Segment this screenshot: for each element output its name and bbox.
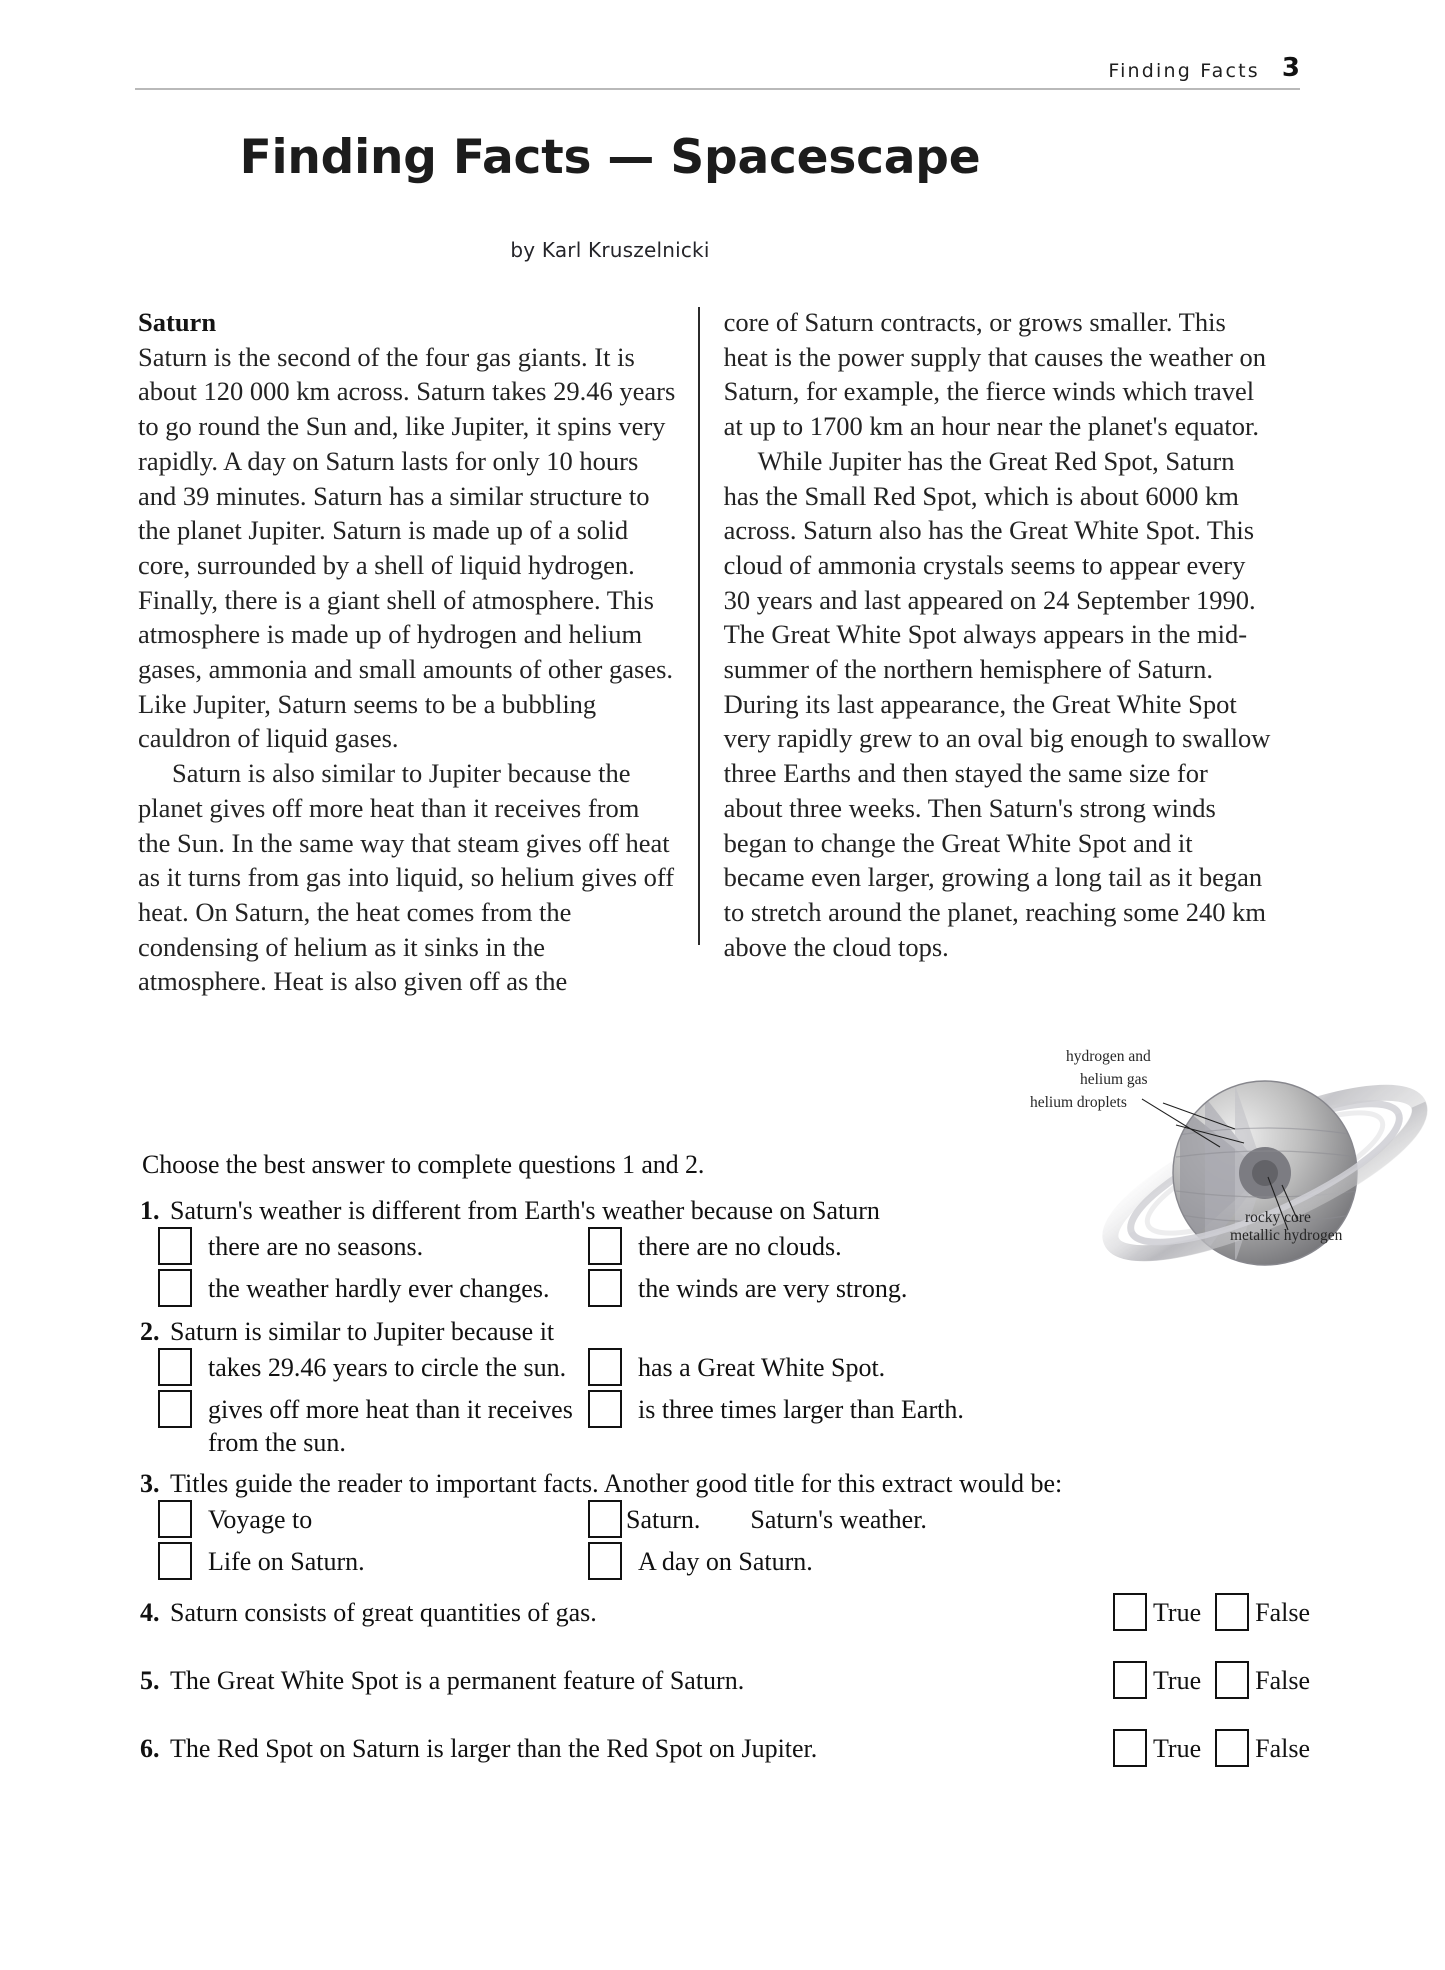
question-text: Saturn's weather is different from Earth's weather because on Saturn [170,1196,880,1225]
false-label: False [1255,1666,1310,1695]
left-column [138,305,698,997]
figure-label-rocky-core: rocky core [1245,1209,1311,1226]
figure-label-hydrogen-line1: hydrogen and [1066,1048,1151,1065]
question-2-options [140,1351,1310,1459]
true-false-options [1113,1596,1310,1631]
statement-text: The Great White Spot is a permanent feature of Saturn. [170,1666,745,1695]
option-q3-a[interactable] [158,1503,588,1538]
option-q1-a[interactable] [158,1230,588,1265]
checkbox-icon[interactable] [158,1542,192,1580]
question-number: 1. [140,1196,160,1225]
checkbox-icon[interactable] [588,1269,622,1307]
true-false-row-4 [140,1590,1310,1636]
option-q2-d[interactable] [588,1393,1310,1428]
checkbox-icon[interactable] [158,1227,192,1265]
figure-label-metallic-hydrogen: metallic hydrogen [1230,1227,1343,1244]
option-label: Voyage to [208,1505,313,1534]
figure-label-hydrogen-line2: helium gas [1080,1071,1148,1088]
option-label: takes 29.46 years to circle the sun. [208,1353,567,1382]
question-number: 3. [140,1469,160,1498]
true-false-row-6 [140,1726,1310,1772]
false-label: False [1255,1598,1310,1627]
statement-text: The Red Spot on Saturn is larger than the Red Spot on Jupiter. [170,1734,818,1763]
question-number: 5. [140,1666,160,1695]
question-text: Saturn is similar to Jupiter because it [170,1317,555,1346]
paragraph: Saturn is the second of the four gas giants. It is about 120 000 km across. Saturn takes 29.46 years to go round the Sun and, like Jupiter, it spins very rapidly. A day on Saturn lasts for only 10 hours and 39 minutes. Saturn has a similar structure to the planet Jupiter. Saturn is made up of a solid core, surrounded by a shell of liquid hydrogen. Finally, there is a giant shell of atmosphere. This atmosphere is made up of hydrogen and helium gases, ammonia and small amounts of other gases. Like Jupiter, Saturn seems to be a bubbling cauldron of liquid gases. [138,341,676,754]
option-label: there are no clouds. [638,1232,842,1261]
right-column [700,305,1273,962]
checkbox-icon[interactable] [588,1227,622,1265]
option-q2-b[interactable] [588,1351,1310,1386]
question-1-options [140,1230,1310,1307]
page-title: Finding Facts — Spacescape [239,130,981,185]
checkbox-icon[interactable] [1215,1661,1249,1699]
option-line [158,1272,1310,1307]
statement-text: Saturn consists of great quantities of gas. [170,1598,597,1627]
true-false-row-5 [140,1658,1310,1704]
running-head-title: Finding Facts [1108,60,1260,82]
question-number: 4. [140,1598,160,1627]
question-1 [140,1196,1310,1226]
checkbox-icon[interactable] [1215,1593,1249,1631]
checkbox-icon[interactable] [1113,1729,1147,1767]
checkbox-icon[interactable] [158,1500,192,1538]
option-label: Life on Saturn. [208,1547,365,1576]
option-line [158,1230,1310,1265]
question-3 [140,1469,1310,1499]
false-label: False [1255,1734,1310,1763]
true-option[interactable] [1113,1664,1201,1699]
false-option[interactable] [1215,1732,1310,1767]
true-label: True [1152,1734,1202,1763]
paragraph: Saturn is also similar to Jupiter because the planet gives off more heat than it receives from the Sun. In the same way that steam gives off heat as it turns from gas into liquid, so helium gives off heat. On Saturn, the heat comes from the condensing of helium as it sinks in the atmosphere. Heat is also given off as the [138,758,675,997]
option-q2-c[interactable] [158,1393,588,1459]
question-number: 2. [140,1317,160,1346]
question-number: 6. [140,1734,160,1763]
true-false-options [1113,1664,1310,1699]
worksheet-instructions: Choose the best answer to complete questions 1 and 2. [142,1150,705,1179]
option-label: Saturn. [626,1505,701,1534]
true-option[interactable] [1113,1732,1201,1767]
option-q2-a[interactable] [158,1351,588,1386]
option-q1-b[interactable] [588,1230,1310,1265]
option-label: has a Great White Spot. [638,1353,886,1382]
checkbox-icon[interactable] [158,1269,192,1307]
option-q3-c[interactable] [158,1545,588,1580]
option-q1-c[interactable] [158,1272,588,1307]
false-option[interactable] [1215,1596,1310,1631]
option-label: gives off more heat than it receives from the sun. [208,1395,573,1457]
page-number: 3 [1281,53,1300,83]
section-heading: Saturn [138,307,217,337]
checkbox-icon[interactable] [588,1390,622,1428]
option-label-extra: Saturn's weather. [750,1505,927,1534]
option-line [158,1503,1310,1538]
false-option[interactable] [1215,1664,1310,1699]
figure-label-helium-droplets: helium droplets [1030,1094,1127,1111]
option-q1-d[interactable] [588,1272,1310,1307]
option-label: is three times larger than Earth. [638,1395,964,1424]
option-label: A day on Saturn. [638,1547,813,1576]
true-false-options [1113,1732,1310,1767]
paragraph: While Jupiter has the Great Red Spot, Saturn has the Small Red Spot, which is about 6000 km across. Saturn also has the Great White Spot. This cloud of ammonia crystals seems to appear every 30 years and last appeared on 24 September 1990. The Great White Spot always appears in the mid-summer of the northern hemisphere of Saturn. During its last appearance, the Great White Spot very rapidly grew to an oval big enough to swallow three Earths and then stayed the same size for about three weeks. Then Saturn's strong winds began to change the Great White Spot and it became even larger, growing a long tail as it began to stretch around the planet, reaching some 240 km above the cloud tops. [723,445,1271,962]
question-2 [140,1317,1310,1347]
running-head [135,48,1300,90]
checkbox-icon[interactable] [588,1500,622,1538]
true-option[interactable] [1113,1596,1201,1631]
checkbox-icon[interactable] [1113,1593,1147,1631]
checkbox-icon[interactable] [1215,1729,1249,1767]
question-text: Titles guide the reader to important facts. Another good title for this extract would be: [170,1469,1063,1498]
checkbox-icon[interactable] [158,1348,192,1386]
article-body [138,305,1273,997]
option-line [158,1545,1310,1580]
worksheet-section [140,1150,1310,1794]
checkbox-icon[interactable] [588,1348,622,1386]
option-q3-b[interactable] [588,1503,1310,1538]
option-line [158,1393,1310,1459]
checkbox-icon[interactable] [588,1542,622,1580]
true-label: True [1152,1598,1202,1627]
option-label: there are no seasons. [208,1232,424,1261]
option-label: the weather hardly ever changes. [208,1274,550,1303]
byline: by Karl Kruszelnicki [510,238,710,262]
option-q3-d[interactable] [588,1545,1310,1580]
paragraph: core of Saturn contracts, or grows smaller. This heat is the power supply that causes the weather on Saturn, for example, the fierce winds which travel at up to 1700 km an hour near the planet's equator. [723,307,1266,442]
checkbox-icon[interactable] [158,1390,192,1428]
option-label: the winds are very strong. [638,1274,908,1303]
checkbox-icon[interactable] [1113,1661,1147,1699]
question-3-options [140,1503,1310,1580]
true-label: True [1152,1666,1202,1695]
option-line [158,1351,1310,1386]
